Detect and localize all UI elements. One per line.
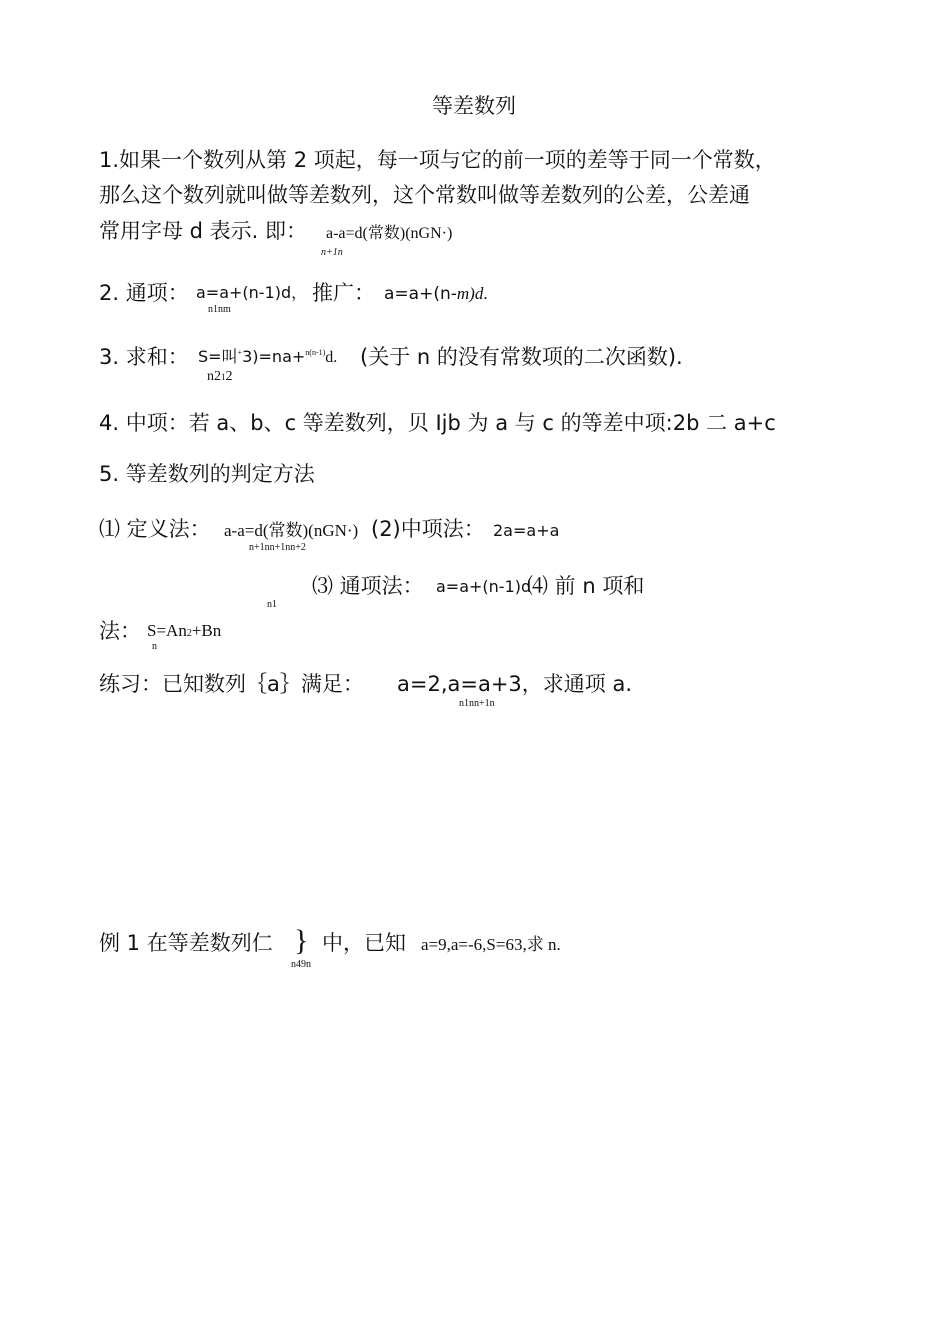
sum-note: (关于 n 的没有常数项的二次函数).	[360, 345, 683, 369]
method-sum-formula-part-a: S=An	[147, 621, 187, 640]
definition-line-1: 1.如果一个数列从第 2 项起，每一项与它的前一项的差等于同一个常数，	[99, 148, 776, 172]
exercise-label: 练习：已知数列｛a｝满足：	[99, 672, 364, 696]
method-middle-term-label: (2)中项法：	[371, 517, 485, 541]
method-sum-label: ⑷ 前 n 项和	[527, 574, 645, 598]
generalization-formula-part-a: a=a+(n-	[384, 284, 457, 304]
sum-formula-part-a: S=叫	[198, 347, 238, 366]
method-general-term-label: ⑶ 通项法：	[312, 574, 424, 598]
sum-formula-sup-2: n(n-1)	[305, 348, 326, 357]
method-sum-subscript: n	[152, 641, 157, 652]
generalization-label: 推广：	[312, 281, 375, 305]
method-definition-subscripts: n+1nn+1nn+2	[249, 542, 306, 553]
example-mid-text: 中，已知	[322, 931, 406, 955]
sum-subscript-end: 2	[225, 369, 233, 384]
sum-label: 3. 求和：	[99, 345, 189, 369]
sum-formula	[198, 349, 337, 366]
method-definition-label: ⑴ 定义法：	[99, 517, 211, 541]
definition-formula: a-a=d(常数)(nGN·)	[326, 225, 453, 242]
general-term-label: 2. 通项：	[99, 281, 189, 305]
generalization-formula-part-b: m)d	[456, 284, 484, 303]
sum-subscript-n2: n2	[207, 369, 221, 384]
sum-subscript-small: 1	[221, 372, 226, 382]
example-subscripts: n49n	[291, 959, 311, 970]
definition-line-3: 常用字母 d 表示. 即：	[99, 219, 308, 243]
criteria-heading: 5. 等差数列的判定方法	[99, 462, 315, 486]
example-formula: a=9,a=-6,S=63,求 n.	[421, 935, 561, 954]
generalization-formula-part-c: .	[483, 284, 488, 303]
generalization-formula	[384, 285, 488, 303]
sum-formula-part-c: d.	[325, 349, 338, 366]
method-sum-formula-end: +Bn	[191, 621, 222, 640]
example-label: 例 1 在等差数列仁	[99, 931, 273, 955]
method-sum-formula	[147, 622, 221, 639]
exercise-subscripts: n1nn+1n	[459, 698, 495, 709]
exercise-formula: a=2,a=a+3，求通项 a.	[397, 672, 633, 696]
definition-formula-subscripts: n+1n	[321, 247, 343, 258]
sum-formula-sup-1: +	[237, 348, 243, 357]
general-term-subscripts: n1nm	[208, 304, 231, 315]
page-title: 等差数列	[432, 94, 516, 118]
method-sum-formula-sup: 2	[186, 628, 192, 639]
method-sum-label-cont: 法：	[99, 619, 141, 643]
method-definition-formula: a-a=d(常数)(nGN·)	[224, 521, 359, 540]
sum-subscripts	[207, 370, 233, 384]
method-middle-term-formula: 2a=a+a	[493, 521, 560, 540]
method-general-term-formula: a=a+(n-1)d	[436, 577, 532, 596]
general-term-formula: a=a+(n-1)d，	[196, 283, 308, 302]
example-brace: }	[294, 924, 309, 957]
sum-formula-part-b: 3)=na+	[242, 347, 306, 366]
middle-term-line: 4. 中项：若 a、b、c 等差数列，贝 Ijb 为 a 与 c 的等差中项:2b 二 a+c	[99, 411, 776, 435]
definition-line-2: 那么这个数列就叫做等差数列，这个常数叫做等差数列的公差，公差通	[99, 183, 750, 207]
method-general-term-subscripts: n1	[267, 599, 277, 610]
